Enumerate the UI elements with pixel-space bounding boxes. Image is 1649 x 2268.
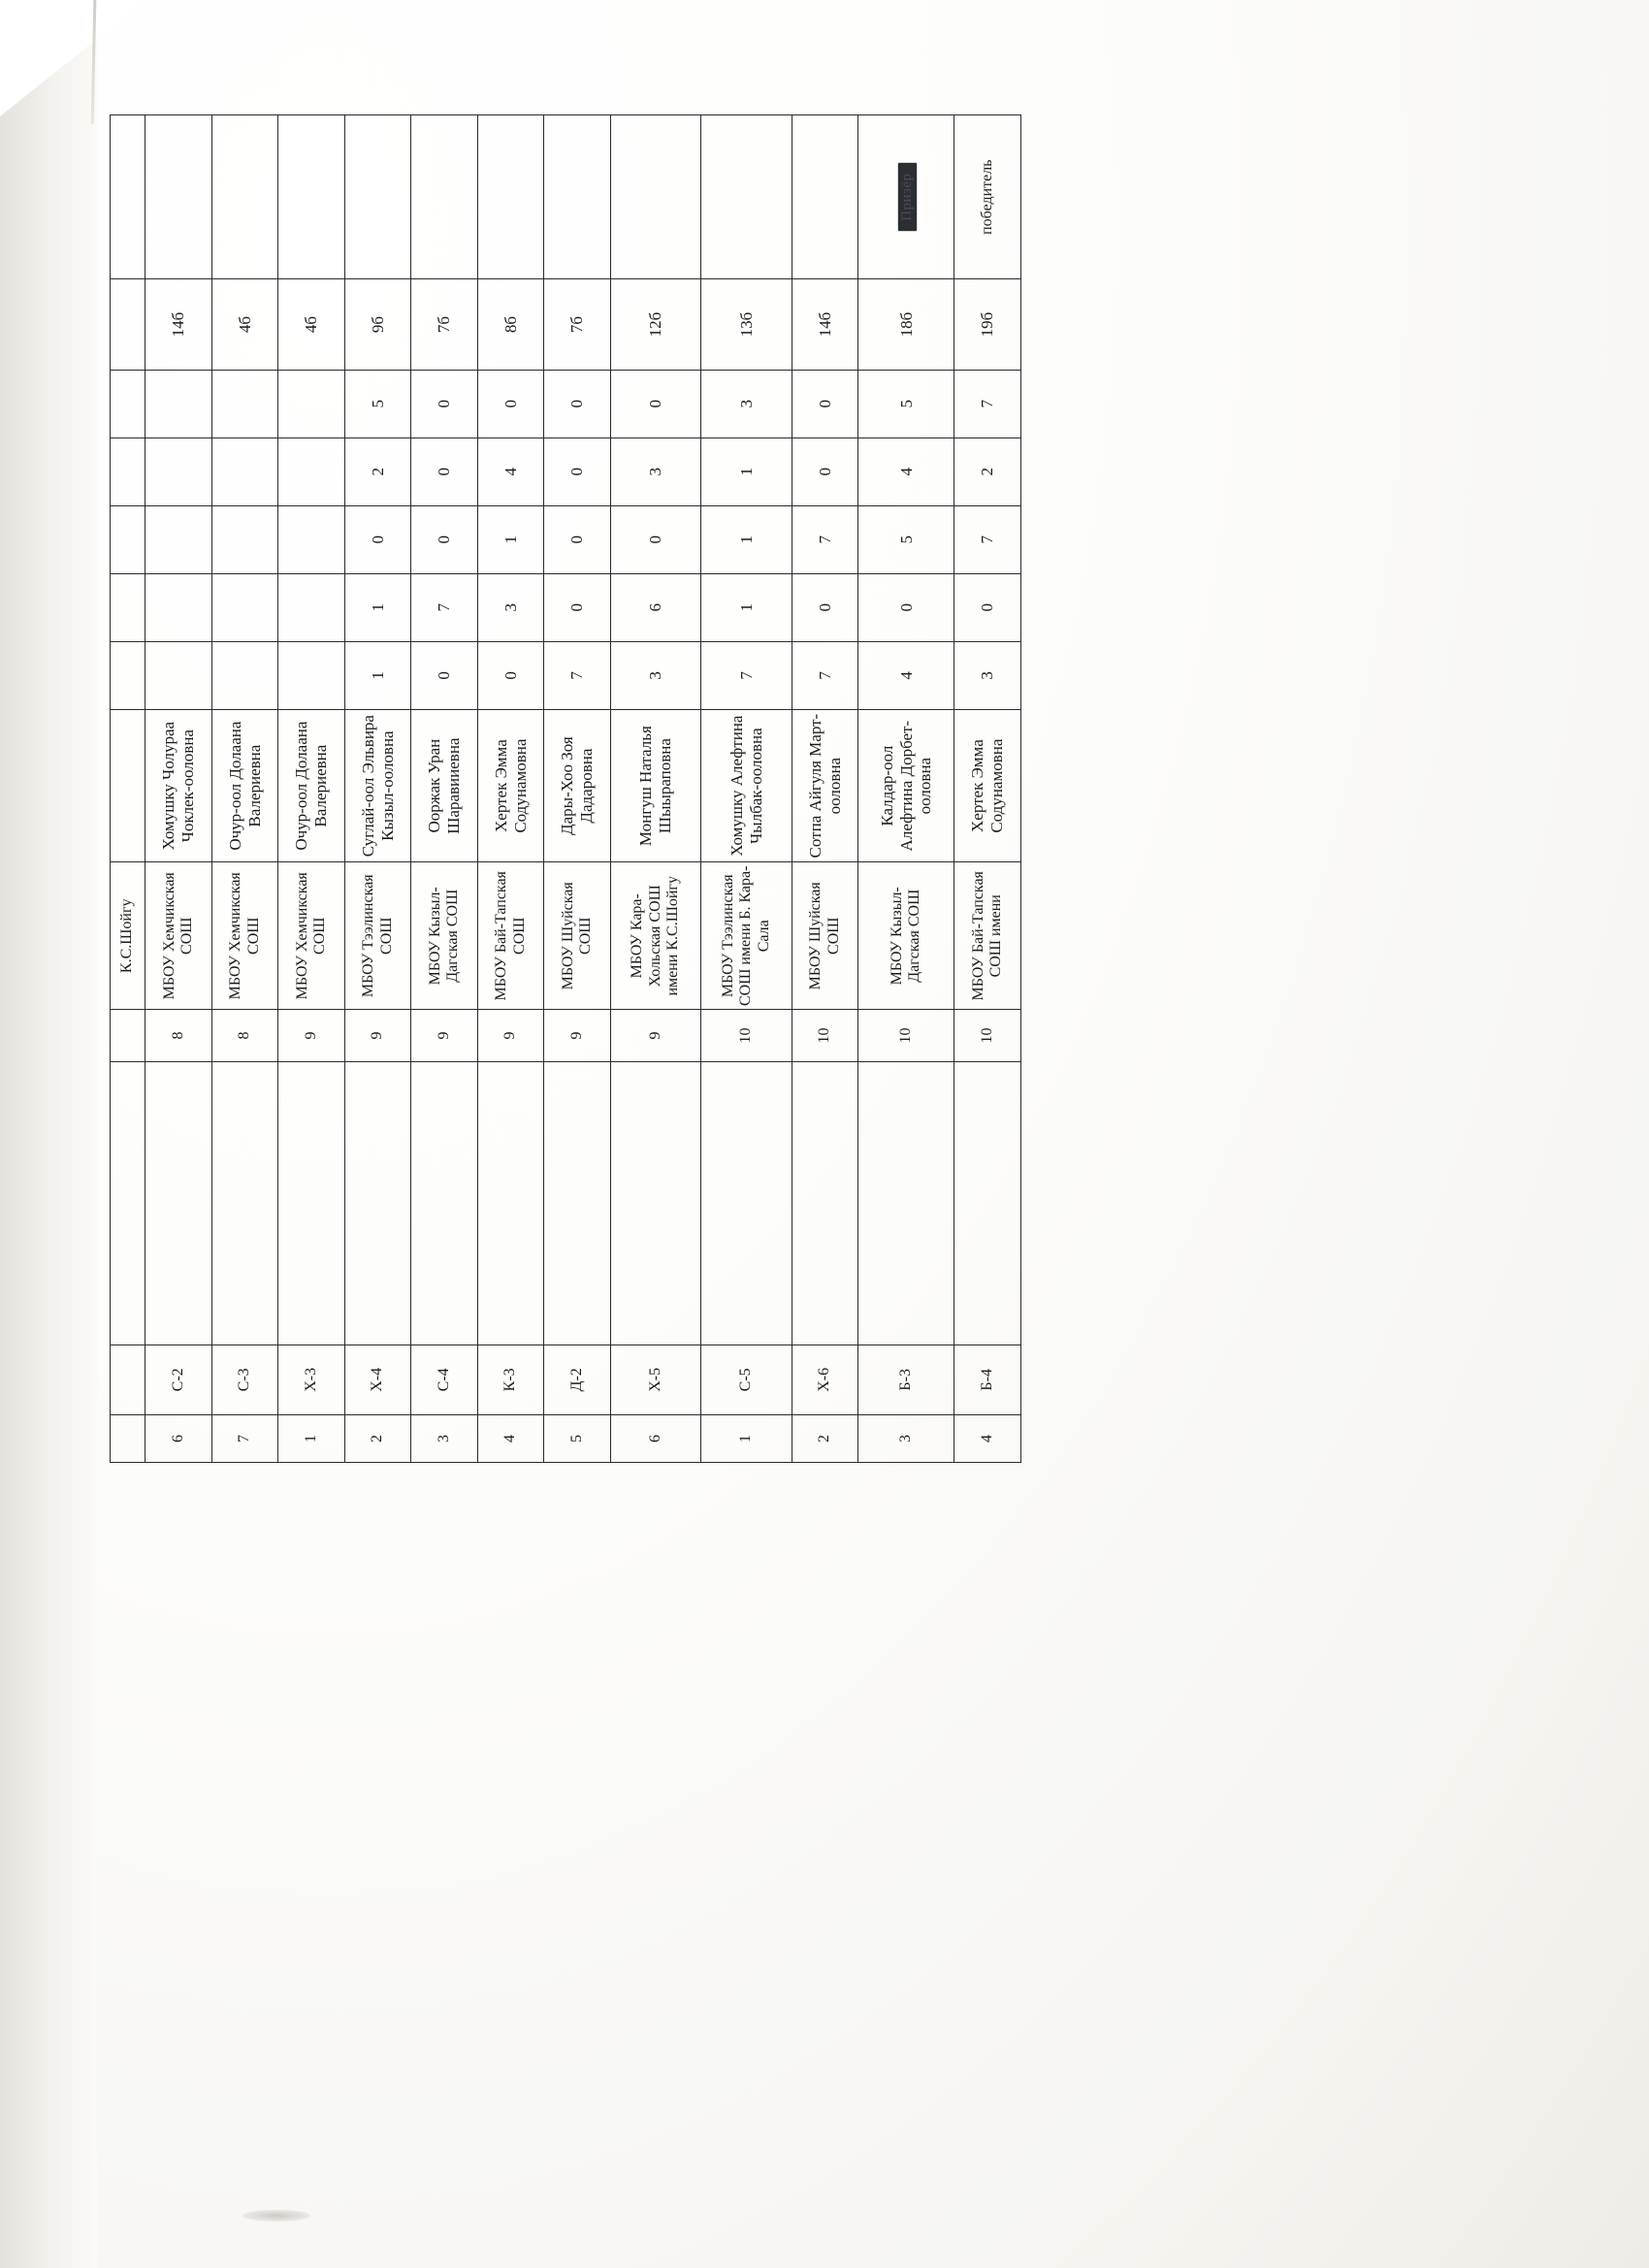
cell-score-2 [146, 573, 212, 641]
cell-teacher: Хертек Эмма Содунамовна [477, 709, 544, 862]
cell-score-4 [111, 437, 146, 505]
cell-num: 3 [858, 1414, 954, 1462]
cell-score-5 [211, 370, 278, 437]
cell-total: 14б [146, 279, 212, 370]
status-badge-label: Призёр [898, 173, 915, 221]
cell-score-1: 1 [344, 641, 411, 709]
cell-num: 6 [146, 1414, 212, 1462]
cell-teacher [111, 709, 146, 862]
cell-school: МБОУ Кызыл-Дагская СОШ [411, 862, 478, 1010]
table-row-header [111, 115, 146, 1463]
cell-score-5: 0 [610, 370, 701, 437]
cell-score-2 [211, 573, 278, 641]
cell-teacher: Монгуш Наталья Шыыраповна [610, 709, 701, 862]
table-row [411, 115, 478, 1463]
cell-score-4: 2 [344, 437, 411, 505]
cell-score-4: 0 [792, 437, 858, 505]
table-row [278, 115, 345, 1463]
cell-score-5: 7 [954, 370, 1021, 437]
results-table [110, 114, 1021, 1463]
cell-score-3 [278, 505, 345, 573]
cell-total: 9б [344, 279, 411, 370]
cell-score-5: 5 [344, 370, 411, 437]
cell-score-2: 3 [477, 573, 544, 641]
cell-score-1 [278, 641, 345, 709]
cell-score-1: 7 [544, 641, 611, 709]
cell-grade: 9 [610, 1010, 701, 1062]
cell-note [411, 115, 478, 279]
cell-score-4 [278, 437, 345, 505]
cell-score-5: 5 [858, 370, 954, 437]
cell-score-2 [111, 573, 146, 641]
cell-code: Х-5 [610, 1345, 701, 1414]
table-row [344, 115, 411, 1463]
cell-num [111, 1414, 146, 1462]
scan-smudge [242, 2210, 310, 2221]
cell-note [544, 115, 611, 279]
cell-school: К.С.Шойгу [111, 862, 146, 1010]
cell-total: 19б [954, 279, 1021, 370]
cell-code [111, 1345, 146, 1414]
table-row [858, 115, 954, 1463]
cell-note [792, 115, 858, 279]
cell-teacher: Хомушку Чолураа Чоклек-ооловна [146, 709, 212, 862]
cell-score-4: 4 [858, 437, 954, 505]
cell-note [146, 115, 212, 279]
cell-school: МБОУ Шуйская СОШ [792, 862, 858, 1010]
cell-score-4: 4 [477, 437, 544, 505]
cell-num: 6 [610, 1414, 701, 1462]
cell-score-3: 5 [858, 505, 954, 573]
cell-grade: 9 [544, 1010, 611, 1062]
cell-grade: 9 [411, 1010, 478, 1062]
cell-grade: 10 [792, 1010, 858, 1062]
cell-num: 4 [954, 1414, 1021, 1462]
table-row [954, 115, 1021, 1463]
cell-score-2: 6 [610, 573, 701, 641]
cell-blank [211, 1061, 278, 1345]
cell-teacher: Сотпа Айгуля Март-ооловна [792, 709, 858, 862]
cell-teacher: Хертек Эмма Содунамовна [954, 709, 1021, 862]
cell-grade [111, 1010, 146, 1062]
cell-num: 2 [792, 1414, 858, 1462]
cell-code: Х-3 [278, 1345, 345, 1414]
cell-school: МБОУ Хемчикская СОШ [146, 862, 212, 1010]
cell-blank [111, 1061, 146, 1345]
cell-code: Б-4 [954, 1345, 1021, 1414]
cell-score-1: 0 [411, 641, 478, 709]
cell-teacher: Очур-оол Долаана Валериевна [278, 709, 345, 862]
cell-grade: 8 [146, 1010, 212, 1062]
cell-code: К-3 [477, 1345, 544, 1414]
cell-num: 2 [344, 1414, 411, 1462]
cell-note [278, 115, 345, 279]
cell-school: МБОУ Тээлинская СОШ имени Б. Кара-Сала [701, 862, 792, 1010]
cell-score-3: 1 [477, 505, 544, 573]
cell-score-3: 0 [344, 505, 411, 573]
cell-score-4 [146, 437, 212, 505]
cell-score-5 [146, 370, 212, 437]
cell-note [111, 115, 146, 279]
cell-total: 4б [211, 279, 278, 370]
table-row [211, 115, 278, 1463]
cell-note [344, 115, 411, 279]
cell-blank [544, 1061, 611, 1345]
cell-school: МБОУ Шуйская СОШ [544, 862, 611, 1010]
cell-code: С-5 [701, 1345, 792, 1414]
cell-blank [411, 1061, 478, 1345]
cell-score-1 [146, 641, 212, 709]
cell-score-3: 0 [610, 505, 701, 573]
cell-num: 1 [701, 1414, 792, 1462]
cell-num: 7 [211, 1414, 278, 1462]
cell-school: МБОУ Хемчикская СОШ [278, 862, 345, 1010]
cell-num: 5 [544, 1414, 611, 1462]
cell-grade: 9 [344, 1010, 411, 1062]
cell-total: 13б [701, 279, 792, 370]
cell-grade: 10 [701, 1010, 792, 1062]
cell-score-4 [211, 437, 278, 505]
cell-school: МБОУ Кызыл-Дагская СОШ [858, 862, 954, 1010]
table-row [792, 115, 858, 1463]
cell-score-4: 1 [701, 437, 792, 505]
cell-score-3: 0 [411, 505, 478, 573]
results-table-container [110, 114, 1021, 1463]
cell-blank [792, 1061, 858, 1345]
cell-note [477, 115, 544, 279]
cell-grade: 8 [211, 1010, 278, 1062]
results-table-body [111, 115, 1021, 1463]
cell-code: Х-6 [792, 1345, 858, 1414]
cell-school: МБОУ Бай-Тапская СОШ [477, 862, 544, 1010]
cell-num: 3 [411, 1414, 478, 1462]
cell-code: Б-3 [858, 1345, 954, 1414]
cell-score-4: 3 [610, 437, 701, 505]
cell-grade: 10 [858, 1010, 954, 1062]
cell-code: С-2 [146, 1345, 212, 1414]
cell-blank [477, 1061, 544, 1345]
cell-teacher: Дары-Хоо Зоя Дадаровна [544, 709, 611, 862]
cell-score-5: 0 [792, 370, 858, 437]
cell-blank [701, 1061, 792, 1345]
cell-blank [278, 1061, 345, 1345]
cell-score-4: 0 [411, 437, 478, 505]
cell-school: МБОУ Тээлинская СОШ [344, 862, 411, 1010]
cell-grade: 9 [278, 1010, 345, 1062]
cell-total: 12б [610, 279, 701, 370]
cell-score-1: 3 [954, 641, 1021, 709]
cell-blank [146, 1061, 212, 1345]
cell-score-1: 4 [858, 641, 954, 709]
cell-blank [858, 1061, 954, 1345]
cell-teacher: Хомушку Алефтина Чылбак-ооловна [701, 709, 792, 862]
cell-note [610, 115, 701, 279]
cell-score-3: 0 [544, 505, 611, 573]
cell-grade: 9 [477, 1010, 544, 1062]
cell-score-3 [111, 505, 146, 573]
cell-school: МБОУ Хемчикская СОШ [211, 862, 278, 1010]
cell-teacher: Суглай-оол Эльвира Кызыл-ооловна [344, 709, 411, 862]
cell-total: 7б [411, 279, 478, 370]
cell-score-5: 0 [411, 370, 478, 437]
cell-score-1 [111, 641, 146, 709]
cell-score-2: 0 [792, 573, 858, 641]
cell-code: Х-4 [344, 1345, 411, 1414]
cell-code: С-4 [411, 1345, 478, 1414]
cell-score-2 [278, 573, 345, 641]
cell-score-3: 7 [792, 505, 858, 573]
cell-score-1: 7 [792, 641, 858, 709]
cell-total: 18б [858, 279, 954, 370]
table-row [146, 115, 212, 1463]
cell-score-3 [146, 505, 212, 573]
status-badge-prize [898, 163, 917, 230]
cell-score-1: 7 [701, 641, 792, 709]
table-row [477, 115, 544, 1463]
cell-teacher: Ооржак Уран Шаравииевна [411, 709, 478, 862]
cell-score-5: 0 [477, 370, 544, 437]
cell-num: 4 [477, 1414, 544, 1462]
cell-note [701, 115, 792, 279]
cell-score-2: 1 [701, 573, 792, 641]
cell-teacher: Калдар-оол Алефтина Дорбет-ооловна [858, 709, 954, 862]
cell-total: 4б [278, 279, 345, 370]
cell-school: МБОУ Кара-Хольская СОШ имени К.С.Шойгу [610, 862, 701, 1010]
cell-blank [610, 1061, 701, 1345]
cell-teacher: Очур-оол Долаана Валериевна [211, 709, 278, 862]
cell-score-5: 3 [701, 370, 792, 437]
cell-note: победитель [954, 115, 1021, 279]
cell-num: 1 [278, 1414, 345, 1462]
cell-blank [344, 1061, 411, 1345]
page-left-shadow [0, 0, 97, 2268]
cell-score-3: 7 [954, 505, 1021, 573]
cell-school: МБОУ Бай-Тапская СОШ имени [954, 862, 1021, 1010]
cell-score-1: 3 [610, 641, 701, 709]
cell-score-1 [211, 641, 278, 709]
cell-score-4: 0 [544, 437, 611, 505]
table-row [544, 115, 611, 1463]
cell-score-5 [111, 370, 146, 437]
cell-score-2: 0 [858, 573, 954, 641]
cell-score-5: 0 [544, 370, 611, 437]
cell-score-2: 0 [954, 573, 1021, 641]
cell-total [111, 279, 146, 370]
cell-score-5 [278, 370, 345, 437]
cell-score-4: 2 [954, 437, 1021, 505]
cell-blank [954, 1061, 1021, 1345]
cell-score-2: 0 [544, 573, 611, 641]
cell-code: С-3 [211, 1345, 278, 1414]
cell-total: 7б [544, 279, 611, 370]
cell-score-3: 1 [701, 505, 792, 573]
table-row [610, 115, 701, 1463]
cell-total: 14б [792, 279, 858, 370]
cell-note-redacted [858, 115, 954, 279]
cell-code: Д-2 [544, 1345, 611, 1414]
cell-note [211, 115, 278, 279]
cell-grade: 10 [954, 1010, 1021, 1062]
cell-score-3 [211, 505, 278, 573]
cell-score-2: 7 [411, 573, 478, 641]
cell-score-2: 1 [344, 573, 411, 641]
cell-score-1: 0 [477, 641, 544, 709]
cell-total: 8б [477, 279, 544, 370]
table-row [701, 115, 792, 1463]
